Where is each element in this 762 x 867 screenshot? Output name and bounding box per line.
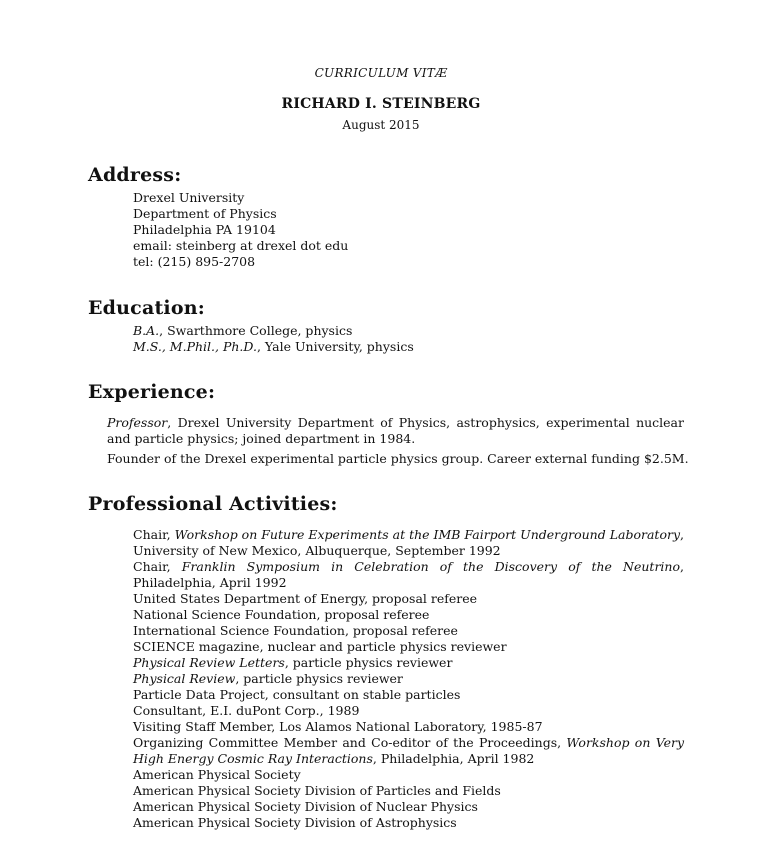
activity-item: American Physical Society Division of Nuclear Physics — [133, 799, 478, 814]
address-heading: Address: — [88, 164, 182, 186]
address-line: Drexel University — [133, 190, 245, 205]
activity-item: SCIENCE magazine, nuclear and particle physics reviewer — [133, 639, 507, 654]
journal-title: Physical Review Letters — [133, 655, 285, 670]
activities-heading: Professional Activities: — [88, 493, 338, 515]
institution: , Swarthmore College, physics — [159, 323, 353, 338]
activity-item: Particle Data Project, consultant on stable particles — [133, 687, 461, 702]
activities-list — [133, 527, 684, 831]
activity-text: , University of New Mexico, Albuquerque, September 1992 — [133, 527, 684, 558]
journal-title: Physical Review — [133, 671, 236, 686]
activity-text: , Philadelphia, April 1992 — [133, 559, 684, 590]
activity-item: United States Department of Energy, proposal referee — [133, 591, 478, 606]
activity-item: American Physical Society Division of Astrophysics — [133, 815, 457, 830]
position-title: Professor — [107, 415, 168, 430]
experience-paragraph — [107, 415, 684, 447]
experience-paragraph: Founder of the Drexel experimental particle physics group. Career external funding $2.5M. — [107, 451, 689, 466]
address-line: Department of Physics — [133, 206, 277, 221]
person-name: RICHARD I. STEINBERG — [281, 96, 481, 112]
document-label: CURRICULUM VITÆ — [314, 66, 448, 80]
activity-item — [133, 671, 684, 687]
activity-item — [133, 655, 684, 671]
activity-title: Workshop on Future Experiments at the IMB Fairport Underground Laboratory — [174, 527, 681, 542]
activity-title: Franklin Symposium in Celebration of the Discovery of the Neutrino — [181, 559, 681, 574]
activity-text: , particle physics reviewer — [235, 671, 403, 686]
address-line: Philadelphia PA 19104 — [133, 222, 276, 237]
activity-text: Organizing Committee Member and Co-editor of the Proceedings, — [133, 735, 567, 750]
activity-text: Chair, — [133, 527, 175, 542]
institution: , Yale University, physics — [256, 339, 414, 354]
activity-text: , particle physics reviewer — [284, 655, 453, 670]
document-date: August 2015 — [342, 118, 420, 132]
activity-text: , Philadelphia, April 1982 — [372, 751, 535, 766]
activity-item: National Science Foundation, proposal referee — [133, 607, 430, 622]
education-heading: Education: — [88, 297, 205, 319]
address-block — [133, 190, 348, 270]
education-item — [133, 339, 414, 355]
experience-heading: Experience: — [88, 381, 216, 403]
education-block — [133, 323, 414, 355]
activity-item — [133, 559, 684, 591]
activity-text: Chair, — [133, 559, 182, 574]
address-email: email: steinberg at drexel dot edu — [133, 238, 349, 253]
address-phone: tel: (215) 895-2708 — [133, 254, 256, 269]
position-description: , Drexel University Department of Physics, astrophysics, experimental nuclear and particle physics; joined department in 1984. — [107, 415, 684, 446]
activity-item — [133, 527, 684, 559]
activity-title: Workshop on Very High Energy Cosmic Ray Interactions — [133, 735, 685, 766]
activity-item: American Physical Society — [133, 767, 301, 782]
activity-item: Consultant, E.I. duPont Corp., 1989 — [133, 703, 360, 718]
degree: M.S., M.Phil., Ph.D. — [133, 339, 257, 354]
education-item — [133, 323, 414, 339]
activity-item — [133, 735, 684, 767]
activity-item: Visiting Staff Member, Los Alamos National Laboratory, 1985-87 — [133, 719, 543, 734]
degree: B.A. — [133, 323, 160, 338]
activity-item: American Physical Society Division of Particles and Fields — [133, 783, 501, 798]
activity-item: International Science Foundation, proposal referee — [133, 623, 458, 638]
